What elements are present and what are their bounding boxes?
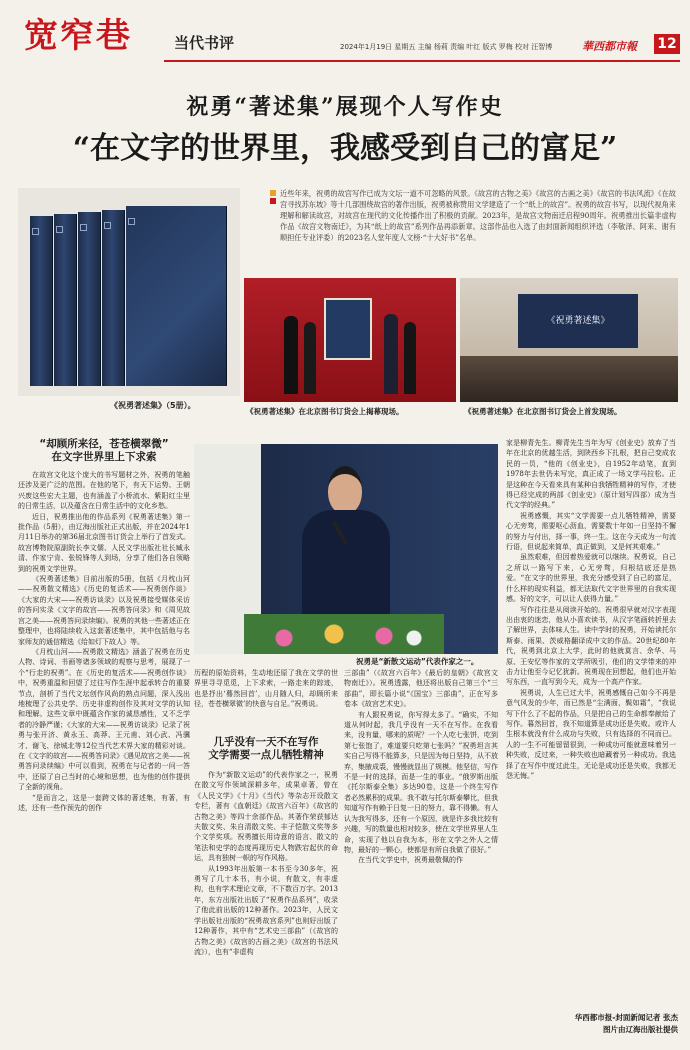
col4-para: 祝勇感慨，其实“文学需要一点儿牺牲精神，需要心无旁骛，需要呕心沥血，需要数十年如一日坚持不懈的努力与付出，择一事，终一生。这在今天成为一句流行语，但说起来简单，真正做到，又是何其艰难。” [506, 511, 676, 552]
issue-info: 2024年1月19日 星期五 主编 杨莉 责编 叶红 版式 罗梅 校对 汪智博 [340, 43, 553, 51]
masthead [0, 0, 690, 66]
masthead-rule [164, 60, 680, 62]
col4-para: 写作往往是从阅读开始的。祝勇很早就对汉字表现出由衷的迷恋，他从小喜欢读书，从汉字笔画转折里去了解世界，去体味人生。读中学时的祝勇，开始读托尔斯泰、雨果、茨威格翻译成中文的作品。20世纪80年代，祝勇到北京上大学，此时的他就莫言、余华、马原、王安忆等作家的文学所吸引，他们的文学带来的冲击力让他至今记忆犹新。祝勇现在回想起，他们也开始写东西，一直写到今天，成为一个高产作家。 [506, 605, 676, 687]
col2-subhead-line2: 文学需要一点儿牺牲精神 [208, 749, 324, 761]
col1-subhead-line2: 在文字世界里上下求索 [51, 451, 157, 463]
col1-subhead-line1: “却顾所来径，苍苍横翠微” [39, 438, 169, 450]
col2-body [194, 770, 338, 1042]
speaker-body [302, 510, 390, 620]
col1-para: 《月枕山河——祝勇散文精选》涵盖了祝勇在历史人物、诗词、书画等诸多领域的观察与思考，展现了一个“行走的祝勇”。在《历史的复活术——祝勇创作谈》中，祝勇重温和回望了过往写作生涯中起承转合的重要节点，剖析了当代文坛创作风尚的熟点问题，深入浅出地梳理了公共史学、历史非虚构创作及其对文学的认知和理解。这些文章中既蕴含作家的诚恳感性，又不乏学者的冷静严谨；《大家的大宋——祝勇访谈录》记录了祝勇与张开济、黄永玉、高莽、王元甫、刘心武、冯骥才、谢飞、徐城北等12位当代艺术界大家的精彩对谈。在《文字的故宫——祝勇答问录》《遇见故宫之美——祝勇答问录续编》中可以看到，祝勇在与记者的一问一答中，还原了自己当时的心境和思想，也为他的创作提供了全新的视角。 [18, 647, 190, 792]
portrait-photo [194, 444, 498, 654]
books-caption: 《祝勇著述集》（5册）。 [110, 401, 196, 410]
col4-para: 虽然艰难，但因着热爱就可以继续。祝勇说，自己之所以一路写下来，心无旁骛，归根结底还是热爱。“在文字的世界里，我充分感受到了自己的富足，什么样的现实利益，都无法取代文字世界里的自我实现感。好的文字，可以让人获得力量。” [506, 553, 676, 604]
books-photo [18, 188, 240, 396]
col4-para: 祝勇说，人生已过大半，祝勇感慨自己如今不再是意气风发的少年，而已然是“尘满面，鬓如霜”，“我说写下什么了不起的作品，只是把自己的生命都奉献给了写作。暮然回首，我不知道算是成功还是失败。或许人生根本就没有什么成功与失败，只有选择的不同而已。人的一生不可能留留很到，一种成功可能就意味着另一种失败，反过来，一种失败也暗藏着另一种成功。我选择了在写作中度过此生，无论是成功还是失败，我都无怨无悔。” [506, 688, 676, 780]
person-silhouette-4 [404, 322, 416, 394]
book-spine-2 [54, 214, 77, 386]
col2-subhead [194, 736, 338, 762]
person-silhouette-3 [384, 314, 398, 394]
flower-arrangement [244, 614, 444, 654]
intro-text: 近些年来，祝勇的故宫写作已成为文坛一道不可忽略的风景。《故宫的古物之美》《故宫的古画之美》《故宫的书法风流》《在故宫寻找苏东坡》等十几部围绕故宫的著作出版，祝勇被称赞用文学建造了一个“纸上的故宫”。祝勇的故宫书写，以现代视角来理解和解读故宫，对故宫在现代的文化传播作出了积极的贡献。2023年，是故宫文物南迁启程90周年。祝勇推出长篇非虚构作品《故宫文物南迁》，为其“纸上的故宫”系列作品再添新章。这部作品也入选了由封面新闻组织评选（李敬泽、阿来、谢有顺担任专业评委）的2023名人堂年度人文榜·“十大好书”名单。 [280, 189, 676, 242]
byline-reporter: 华西都市报-封面新闻记者 张杰 [574, 1013, 678, 1022]
speaker-head [328, 466, 362, 514]
page-number: 12 [654, 34, 680, 54]
col1-para: 近日，祝勇推出他的作品系列《祝勇著述集》第一批作品（5册），由辽海出版社正式出版，并在2024年1月11日举办的第36届北京图书订货会上举行了首发式。故宫博物院原副院长李文儒、人民文学出版社社长臧永清、作家宁肯、张锐锋等人到场，分享了他们各自领略到的祝勇文学世界。 [18, 512, 190, 573]
col3-para: 三部曲”（《故宫六百年》《最后的皇朝》《故宫文物南迁》）。祝勇透露，他还将出版自己第三个“三部曲”，即长篇小说“《国宝》三部曲”，正在写多卷本《故宫艺术史》。 [344, 669, 498, 709]
paper-logo: 華西都市報 [582, 40, 637, 53]
byline-photo-credit: 图片由辽海出版社提供 [603, 1025, 678, 1034]
intro-marker [270, 190, 276, 196]
col1-para: 《祝勇著述集》目前出版的5册，包括《月枕山河——祝勇散文精选》《历史的复活术——祝勇创作谈》《大家的大宋——祝勇访谈录》以及祝勇接受媒体采访的答问实录《文字的故宫——祝勇答问录》和《周见故宫之美——祝勇答问录续编》。祝勇的其他一些著述正在整理中，也将陆续收入这套著述集中，其中包括他与名家师友的通信精选《给如灯下故人》等。 [18, 575, 190, 646]
person-silhouette-2 [304, 322, 316, 394]
unveiled-book [324, 298, 372, 360]
byline [506, 1012, 678, 1036]
col1-para: 在故宫文化这个庞大的书写题材之外，祝勇的笔触还涉及更广泛的范围。在他的笔下，有天下运势、王朝兴废这些宏大主题，也有涵盖了小桥流水、紫阳红尘里的日常生活，以及蕴含在日常生活中的文化乡愁。 [18, 471, 190, 511]
headline-main: “在文字的世界里，我感受到自己的富足” [72, 131, 618, 166]
col2-para: 作为“新散文运动”的代表作家之一，祝勇在散文写作领域深耕多年，成果卓著，曾在《人民文学》《十月》《当代》等杂志开设散文专栏，著有《血朝廷》《故宫六百年》《故宫的古物之美》等四十余部作品。其著作荣获郁达夫散文奖、朱自清散文奖、丰子恺散文奖等多个文学奖项。祝勇擅长用诗意的语言、散文的笔法和史学的态度再现历史人物跌宕起伏的命运，具有独树一帜的写作风格。 [194, 771, 338, 863]
book-spine-1 [30, 216, 53, 386]
book-spine-4 [102, 210, 125, 386]
intro-marker-2 [270, 198, 276, 204]
col2-lead: 历程的原始资料，生动地还原了我在文学的世界里寻寻觅觅，上下求索，一路走来的踪迹，也是抒出‘蓦然回首’，山月随人归，却顾所来径，苍苍横翠微’的快意与自足。”祝勇说。 [194, 669, 338, 709]
col4-para: 家是柳青先生。柳青先生当年为写《创业史》放弃了当年在北京的优越生活，到陕西乡下扎根，把自己变成农民的一员，“他的《创业史》，自1952年动笔，直到1978年去世仍未写完，真正成了一场文学马拉松。正是这种在今天看来具有某种自我牺牲精神的写作，才使得已经完成的两部《创业史》（原计划写四部）成为当代文学的经典。” [506, 439, 676, 510]
book-cover [126, 206, 227, 386]
ceremony-photo-2 [460, 278, 678, 402]
col3-para: 在当代文学史中，祝勇最敬佩的作 [358, 856, 463, 865]
ceremony-caption-2: 《祝勇著述集》在北京图书订货会上首发现场。 [464, 407, 622, 416]
col1-para: “是而言之，这是一套跨文体的著述集，有著，有述，还有一些作预先的创作 [18, 793, 190, 812]
person-silhouette-1 [284, 316, 298, 394]
book-spine-3 [78, 212, 101, 386]
col2-para: 从1993年出版第一本书至今30多年，祝勇写了几十本书，有小说，有散文，有非虚构，也有学术理论文章，不下数百万字。2013年，东方出版社出版了“祝勇作品系列”，收录了他此前出版的12种著作。2023年，人民文学出版社出版的“祝勇故宫系列”也则好出版了12种著作，其中有“艺术史三部曲”（《故宫的古物之美》《故宫的古画之美》《故宫的书法风流》），也有“非虚构 [194, 864, 338, 956]
col1-subhead [18, 438, 190, 464]
section-label: 当代书评 [174, 34, 235, 52]
portrait-caption: 祝勇是“新散文运动”代表作家之一。 [356, 657, 479, 666]
col3-para: 有人跟祝勇说，你写得太多了。“确实，不知道从何时起，我几乎没有一天不在写作。在我看来，没有量，哪来的质呢？一个人吃七张饼，吃到第七张饱了，难道要只吃第七张吗？”祝勇坦言其实自己写得不能算多，只是因为每日坚持，从不放弃，集腋成裘，慢慢就显出了规模。他坚信，写作不是一时的选择，而是一生的事业。“俄罗斯出版《托尔斯泰全集》多达90卷，这是一个终生写作者必然累积的成果。我不敢与托尔斯泰攀比，但我知道写作有赖于日复一日的努力，靠不得懒。有人认为我写得多，还有一个原因，就是许多我比较有兴趣，写的数量也相对较多，使在文学世界里人生命，实现了他以自我为本，形在文学之外人之情物，最好的一颗心，使都是有所自我做了很好。” [344, 710, 498, 854]
ceremony-photo-1 [244, 278, 456, 402]
stage-banner: 《祝勇著述集》 [518, 294, 638, 348]
col1-body [18, 470, 190, 1040]
audience [460, 356, 678, 402]
col4-body [506, 438, 676, 1010]
headline-kicker: 祝勇“著述集”展现个人写作史 [186, 94, 504, 120]
ceremony-caption-1: 《祝勇著述集》在北京图书订货会上揭幕现场。 [246, 407, 404, 416]
col2-subhead-line1: 几乎没有一天不在写作 [213, 736, 319, 748]
col3-body [344, 668, 498, 1042]
column-title: 宽窄巷 [24, 16, 132, 56]
